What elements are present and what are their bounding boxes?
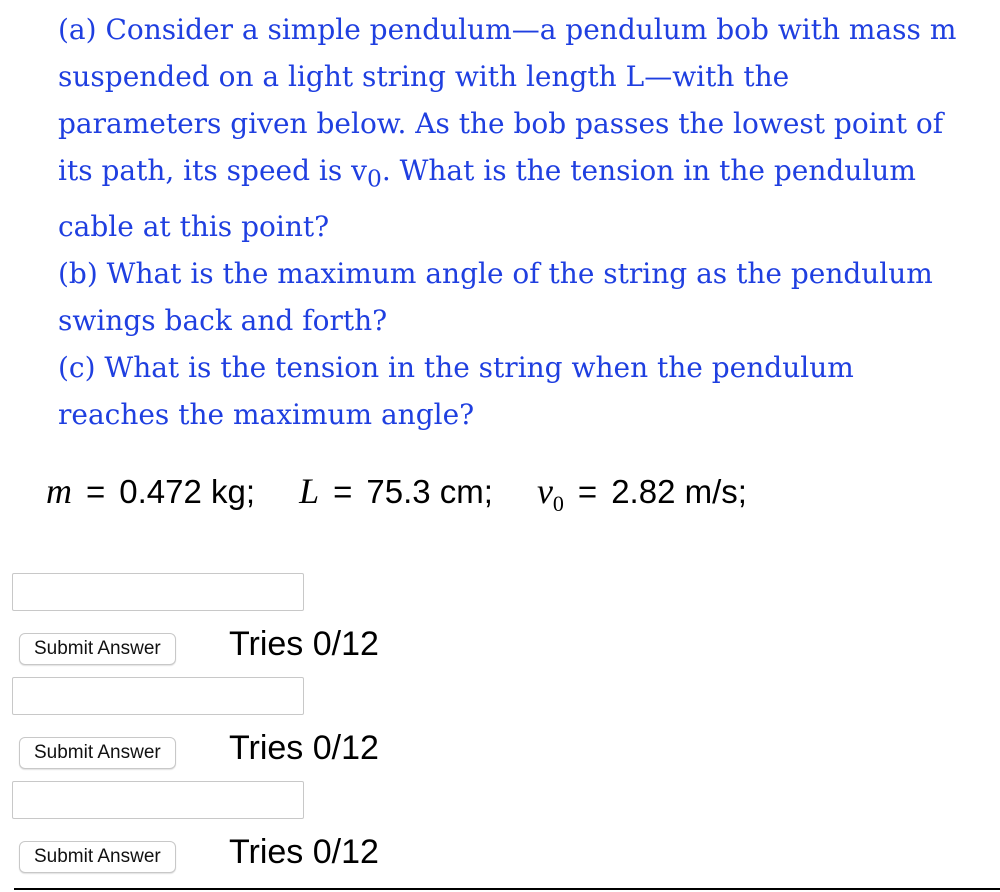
speed-value: 2.82 m/s; bbox=[611, 473, 747, 510]
mass-value: 0.472 kg; bbox=[119, 473, 256, 510]
equals-sign: = bbox=[86, 473, 106, 510]
bottom-divider bbox=[14, 888, 1000, 890]
part-c-text: (c) What is the tension in the string when the pendulum reaches the maximum angle? bbox=[58, 350, 854, 431]
answer-input-a[interactable] bbox=[12, 573, 304, 611]
submit-answer-button-b[interactable]: Submit Answer bbox=[19, 737, 176, 769]
parameters-line bbox=[46, 470, 747, 516]
part-a-text: (a) Consider a simple pendulum—a pendulum bob with mass m suspended on a light string with length L—with the parameters given below. As the bob passes the lowest point of its path, its speed is $v_0$. What is the tension in the pendulum cable at this point? bbox=[58, 13, 957, 243]
answer-input-b[interactable] bbox=[12, 677, 304, 715]
submit-answer-button-a[interactable]: Submit Answer bbox=[19, 633, 176, 665]
tries-counter-b: Tries 0/12 bbox=[229, 729, 379, 767]
mass-symbol: m bbox=[46, 471, 72, 511]
equals-sign: = bbox=[577, 473, 598, 510]
length-value: 75.3 cm; bbox=[366, 473, 493, 510]
problem-text bbox=[58, 6, 958, 438]
tries-counter-c: Tries 0/12 bbox=[229, 833, 379, 871]
tries-counter-a: Tries 0/12 bbox=[229, 625, 379, 663]
submit-answer-button-c[interactable]: Submit Answer bbox=[19, 841, 176, 873]
part-b-text: (b) What is the maximum angle of the string as the pendulum swings back and forth? bbox=[58, 256, 933, 337]
speed-symbol: $v_0$ bbox=[536, 471, 564, 517]
equals-sign: = bbox=[333, 473, 353, 510]
length-symbol: L bbox=[299, 471, 320, 511]
answer-input-c[interactable] bbox=[12, 781, 304, 819]
